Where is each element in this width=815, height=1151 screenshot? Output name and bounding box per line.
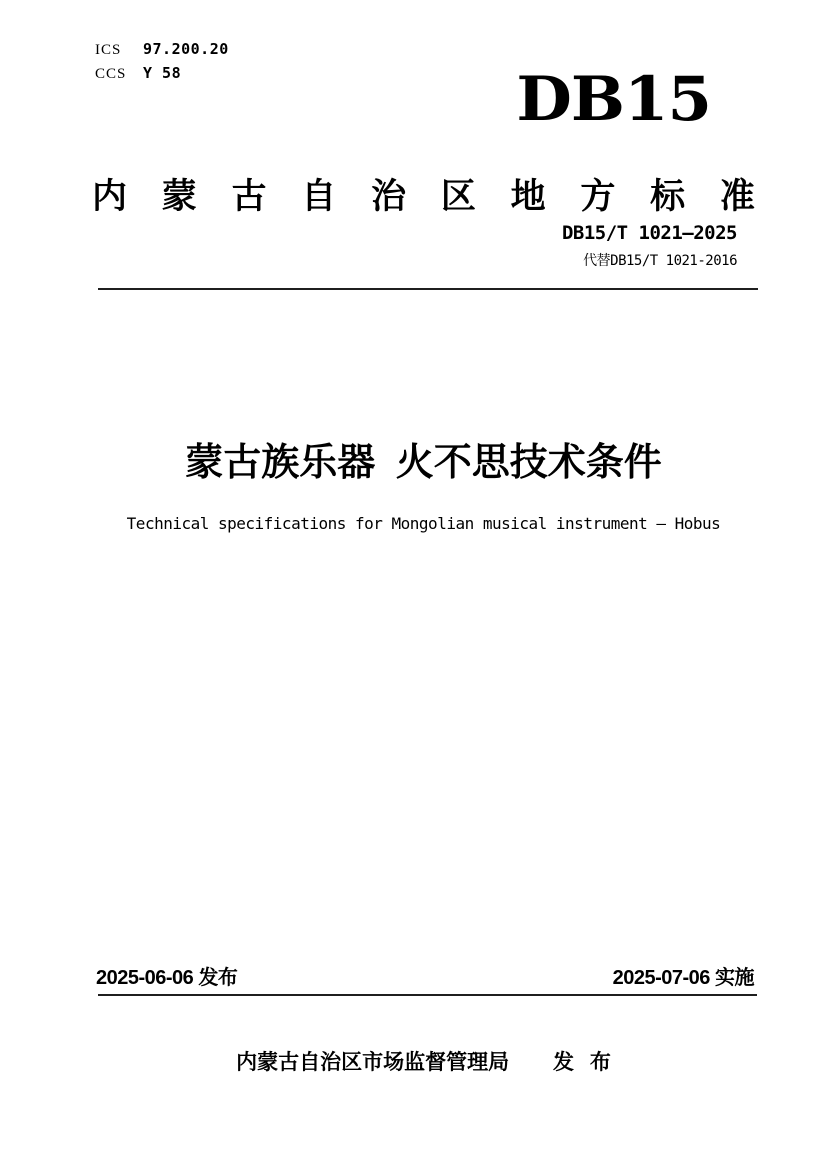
document-title-en: Technical specifications for Mongolian musical instrument — Hobus: [126, 514, 721, 533]
ics-label: ICS: [95, 42, 122, 58]
implement-date: 2025-07-06 实施: [612, 967, 754, 989]
dates-row: [96, 961, 754, 990]
header-divider: [98, 288, 758, 290]
db15-logo: DB15: [516, 63, 711, 136]
standard-number-block: [562, 223, 737, 270]
ccs-row: [95, 62, 229, 86]
standard-type-heading: 内 蒙 古 自 治 区 地 方 标 准: [92, 177, 755, 217]
publisher-row: [92, 1050, 755, 1075]
issue-date: 2025-06-06 发布: [96, 967, 238, 989]
replaces-note: 代替DB15/T 1021-2016: [583, 252, 737, 269]
ccs-value: Y 58: [143, 64, 182, 82]
ics-value: 97.200.20: [143, 40, 229, 58]
ccs-label: CCS: [95, 66, 127, 82]
publisher-name: 内蒙古自治区市场监督管理局: [236, 1051, 510, 1074]
standard-number: DB15/T 1021—2025: [561, 222, 737, 244]
classification-codes: [95, 38, 229, 86]
document-title-cn: 蒙古族乐器 火不思技术条件: [185, 442, 662, 484]
footer-divider: [98, 994, 757, 996]
ics-row: [95, 38, 229, 62]
publish-word: 发 布: [553, 1051, 611, 1074]
